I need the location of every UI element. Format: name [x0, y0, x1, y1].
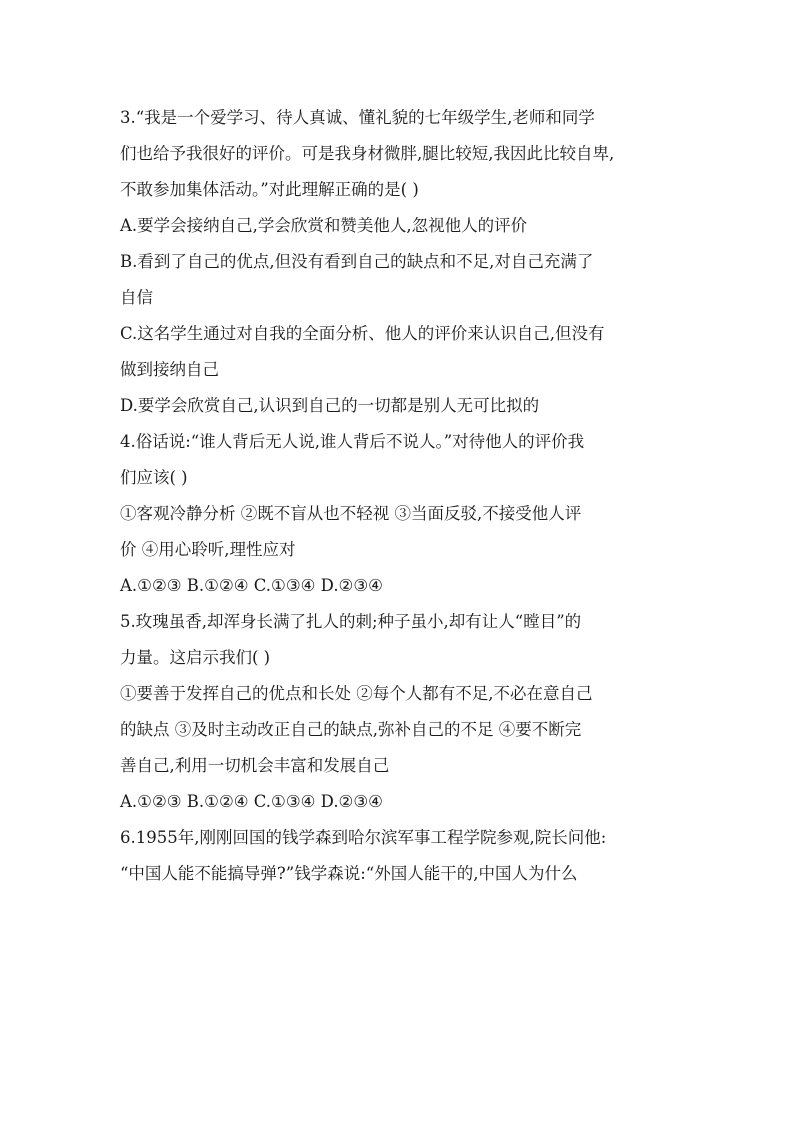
question-3-option-c-cont: 做到接纳自己 [120, 360, 219, 379]
question-3-stem-line-2: 们也给予我很好的评价。可是我身材微胖,腿比较短,我因此比较自卑, [120, 144, 615, 163]
question-5-stem-line-2: 力量。这启示我们( ) [120, 648, 271, 667]
question-4-stem-line-2: 们应该( ) [120, 468, 188, 487]
question-3 [120, 100, 690, 424]
question-5-statements-line-3: 善自己,利用一切机会丰富和发展自己 [120, 756, 390, 775]
question-4-choices: A.①②③ B.①②④ C.①③④ D.②③④ [120, 576, 383, 595]
question-list [120, 100, 690, 892]
question-4-statements-line-2: 价 ④用心聆听,理性应对 [120, 540, 296, 559]
question-5-statements-line-2: 的缺点 ③及时主动改正自己的缺点,弥补自己的不足 ④要不断完 [120, 720, 582, 739]
question-6-stem-line-1: 6.1955年,刚刚回国的钱学森到哈尔滨军事工程学院参观,院长问他: [120, 828, 607, 847]
question-3-stem-line-1: 3.“我是一个爱学习、待人真诚、懂礼貌的七年级学生,老师和同学 [120, 108, 595, 127]
question-3-option-b: B.看到了自己的优点,但没有看到自己的缺点和不足,对自己充满了 [120, 252, 594, 271]
question-3-option-d: D.要学会欣赏自己,认识到自己的一切都是别人无可比拟的 [120, 396, 540, 415]
question-5 [120, 604, 690, 820]
question-4 [120, 424, 690, 604]
question-3-option-c: C.这名学生通过对自我的全面分析、他人的评价来认识自己,但没有 [120, 324, 605, 343]
question-3-stem-line-3: 不敢参加集体活动。”对此理解正确的是( ) [120, 180, 419, 199]
question-3-option-a: A.要学会接纳自己,学会欣赏和赞美他人,忽视他人的评价 [120, 216, 528, 235]
question-5-choices: A.①②③ B.①②④ C.①③④ D.②③④ [120, 792, 383, 811]
question-3-option-b-cont: 自信 [120, 288, 153, 307]
question-6 [120, 820, 690, 892]
question-4-statements-line-1: ①客观冷静分析 ②既不盲从也不轻视 ③当面反驳,不接受他人评 [120, 504, 582, 523]
question-4-stem-line-1: 4.俗话说:“谁人背后无人说,谁人背后不说人。”对待他人的评价我 [120, 432, 585, 451]
question-5-stem-line-1: 5.玫瑰虽香,却浑身长满了扎人的刺;种子虽小,却有让人“瞠目”的 [120, 612, 582, 631]
question-6-stem-line-2: “中国人能不能搞导弹?”钱学森说:“外国人能干的,中国人为什么 [120, 864, 578, 883]
question-5-statements-line-1: ①要善于发挥自己的优点和长处 ②每个人都有不足,不必在意自己 [120, 684, 593, 703]
